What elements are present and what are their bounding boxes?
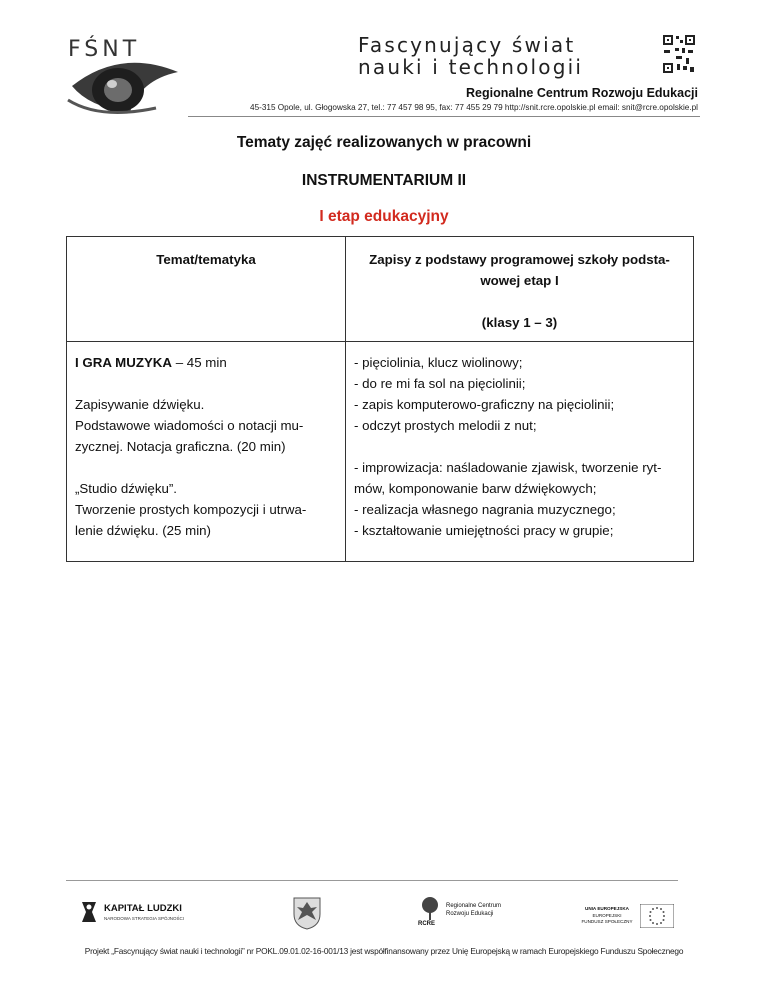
opolskie-crest-icon — [292, 896, 322, 930]
ue-line-1: UNIA EUROPEJSKA — [585, 906, 629, 911]
curriculum-item: - pięciolinia, klucz wiolinowy; — [354, 355, 523, 370]
rcre-line-1: Regionalne Centrum — [446, 903, 502, 909]
header-cell-topic — [67, 237, 346, 342]
kl-sub: NARODOWA STRATEGIA SPÓJNOŚCI — [104, 916, 185, 921]
rcre-abbr: RCRE — [418, 921, 436, 927]
curriculum-item: - do re mi fa sol na pięciolinii; — [354, 376, 526, 391]
header-curriculum-line-2: wowej etap I — [480, 273, 559, 288]
header-curriculum-line-3: (klasy 1 – 3) — [481, 315, 558, 330]
curriculum-item: mów, komponowanie barw dźwiękowych; — [354, 481, 597, 496]
document-subtitle: INSTRUMENTARIUM II — [301, 172, 467, 189]
footer-divider — [66, 880, 678, 881]
part1-line-3: zycznej. Notacja graficzna. (20 min) — [75, 439, 286, 454]
ue-line-3: FUNDUSZ SPOŁECZNY — [581, 919, 633, 924]
brand-line-2: nauki i technologii — [358, 55, 584, 79]
header-topic-label: Temat/tematyka — [156, 252, 256, 267]
curriculum-item: - zapis komputerowo-graficzny na pięciolinii; — [354, 397, 615, 412]
module-title — [75, 352, 337, 373]
org-contact: 45-315 Opole, ul. Głogowska 27, tel.: 77 457 98 95, fax: 77 455 29 79 http://snit.rcre.opolskie.pl email: snit@rcre.opolskie.pl — [250, 103, 698, 112]
brand-line-1: Fascynujący świat — [358, 33, 576, 57]
topic-cell — [67, 342, 346, 562]
header-curriculum-line-1: Zapisy z podstawy programowej szkoły podsta- — [369, 252, 670, 267]
curriculum-item: - improwizacja: naśladowanie zjawisk, tworzenie ryt- — [354, 460, 662, 475]
kapital-ludzki-logo — [78, 900, 188, 924]
part1-line-1: Zapisywanie dźwięku. — [75, 397, 205, 412]
curriculum-cell — [346, 342, 694, 562]
curriculum-item: - odczyt prostych melodii z nut; — [354, 418, 537, 433]
brand-title — [358, 34, 658, 78]
table-header-row — [67, 237, 694, 342]
module-title-bold: I GRA MUZYKA — [75, 355, 173, 370]
part2-line-1: „Studio dźwięku”. — [75, 481, 177, 496]
part2-line-3: lenie dźwięku. (25 min) — [75, 523, 211, 538]
rcre-logo — [418, 896, 508, 930]
header-cell-curriculum — [346, 237, 694, 342]
rcre-line-2: Rozwoju Edukacji — [446, 911, 494, 917]
topics-table — [66, 236, 694, 562]
document-title: Tematy zajęć realizowanych w pracowni — [236, 134, 532, 151]
fsnt-logo — [60, 28, 182, 120]
curriculum-item: - kształtowanie umiejętności pracy w grupie; — [354, 523, 614, 538]
curriculum-item: - realizacja własnego nagrania muzycznego; — [354, 502, 616, 517]
ue-line-2: EUROPEJSKI — [592, 913, 622, 918]
rcre-tree-icon — [418, 896, 442, 922]
table-row — [67, 342, 694, 562]
module-title-duration: – 45 min — [172, 355, 227, 370]
qr-code-icon — [662, 34, 696, 74]
fsnt-logo-text: FŚNT — [68, 37, 141, 62]
eu-logo — [578, 904, 678, 932]
org-name: Regionalne Centrum Rozwoju Edukacji — [466, 86, 698, 100]
kapital-ludzki-icon — [78, 900, 100, 924]
education-stage: I etap edukacyjny — [319, 208, 449, 225]
part2-line-2: Tworzenie prostych kompozycji i utrwa- — [75, 502, 307, 517]
header-divider — [188, 116, 700, 117]
project-footer-text: Projekt „Fascynujący świat nauki i technologii” nr POKL.09.01.02-16-001/13 jest współfinansowany przez Unię Europejską w ramach Europejskiego Funduszu Społecznego — [84, 946, 684, 956]
eu-flag-icon — [640, 904, 674, 928]
kl-name: KAPITAŁ LUDZKI — [104, 903, 182, 914]
part1-line-2: Podstawowe wiadomości o notacji mu- — [75, 418, 304, 433]
